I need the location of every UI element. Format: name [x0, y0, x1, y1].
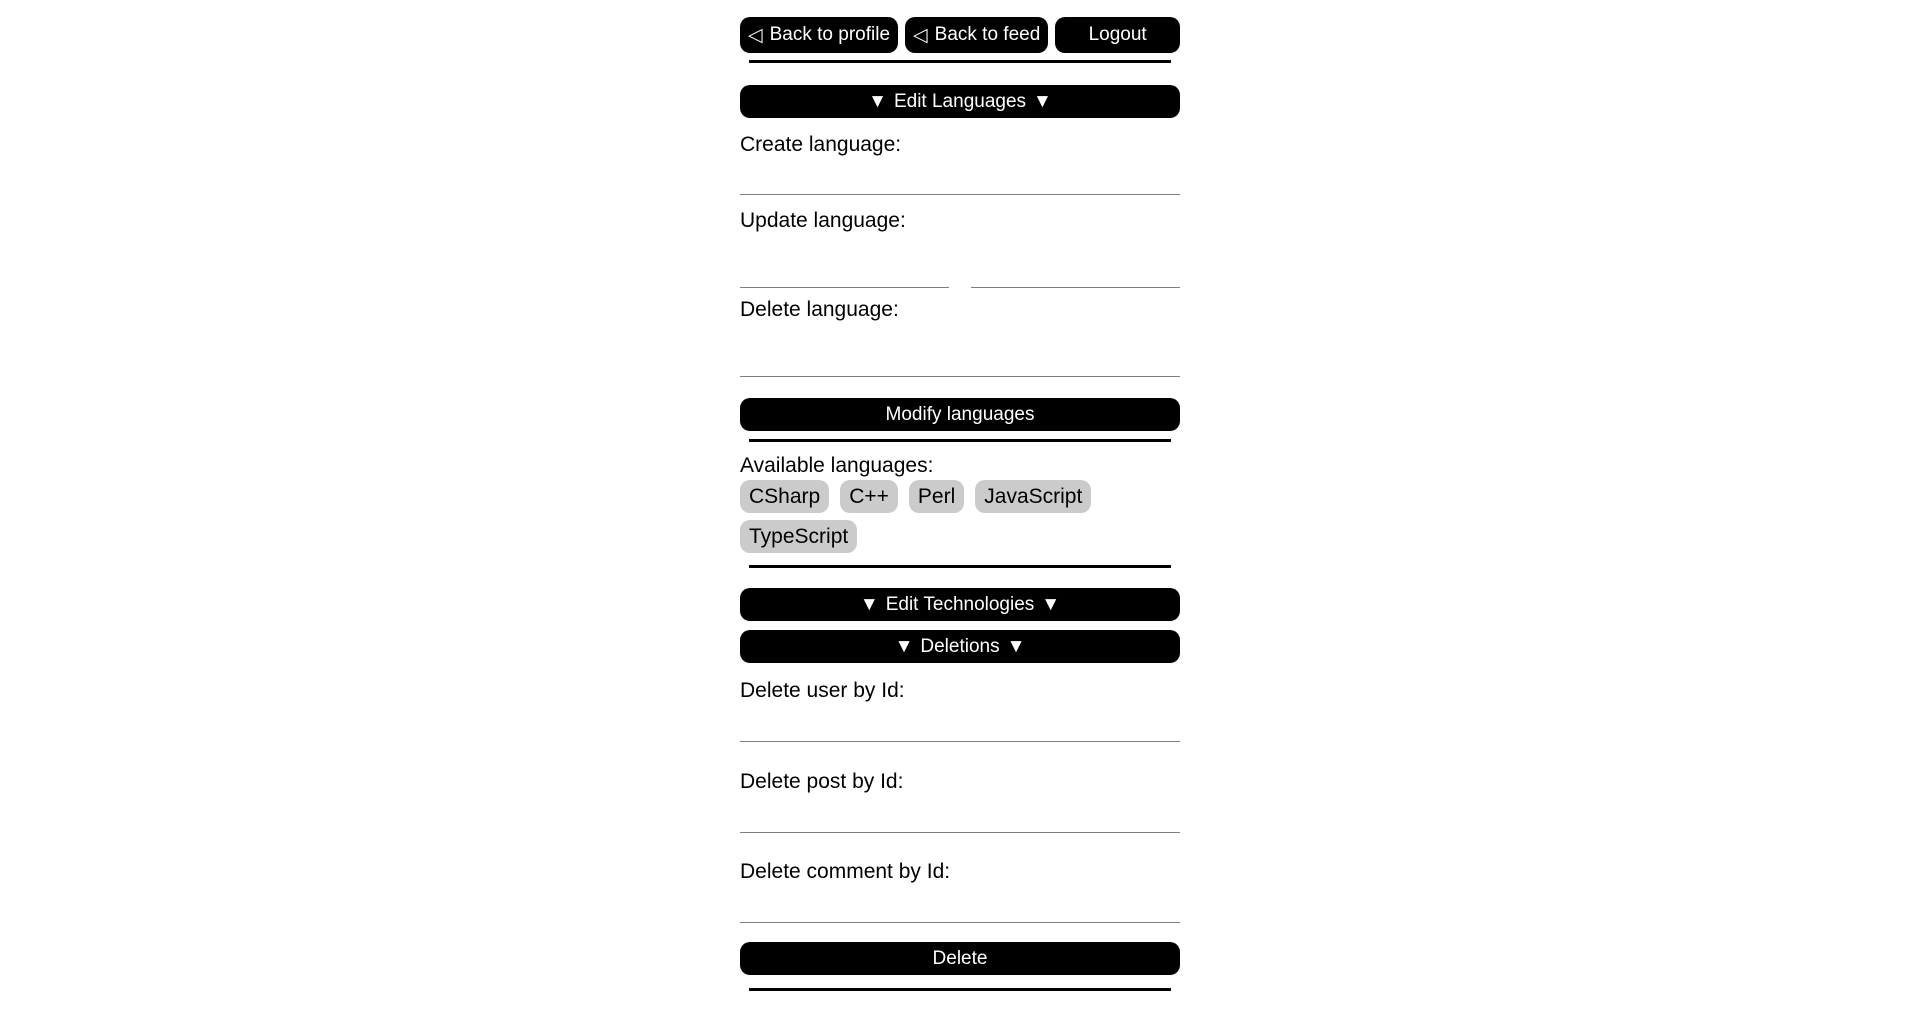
- language-tag: C++: [840, 480, 898, 513]
- triangle-down-icon: ▼: [894, 635, 914, 657]
- delete-user-label: Delete user by Id:: [740, 679, 905, 702]
- update-language-label: Update language:: [740, 209, 906, 232]
- create-language-label: Create language:: [740, 133, 902, 156]
- delete-post-label: Delete post by Id:: [740, 770, 904, 793]
- back-to-feed-label: Back to feed: [934, 24, 1041, 45]
- update-language-old-input[interactable]: [740, 233, 949, 288]
- edit-technologies-toggle[interactable]: [740, 588, 1180, 621]
- language-tag: JavaScript: [975, 480, 1091, 513]
- section-divider: [749, 439, 1171, 442]
- language-tag: TypeScript: [740, 520, 857, 553]
- language-tag: CSharp: [740, 480, 829, 513]
- update-language-row: [740, 233, 1180, 288]
- triangle-down-icon: ▼: [1033, 90, 1052, 112]
- admin-panel-column: [740, 0, 1180, 991]
- edit-languages-toggle[interactable]: [740, 85, 1180, 118]
- triangle-down-icon: ▼: [859, 593, 879, 615]
- delete-comment-input[interactable]: [740, 884, 1180, 923]
- triangle-down-icon: ▼: [1041, 593, 1061, 615]
- section-divider: [749, 565, 1171, 568]
- back-to-profile-label: Back to profile: [769, 24, 891, 45]
- section-divider: [749, 988, 1171, 991]
- language-tag: Perl: [909, 480, 964, 513]
- triangle-down-icon: ▼: [1006, 635, 1026, 657]
- delete-language-input[interactable]: [740, 322, 1180, 377]
- delete-post-input[interactable]: [740, 794, 1180, 833]
- create-language-input[interactable]: [740, 157, 1180, 195]
- logout-label: Logout: [1088, 24, 1147, 45]
- edit-languages-label: Edit Languages: [893, 90, 1027, 112]
- delete-button[interactable]: [740, 942, 1180, 975]
- triangle-down-icon: ▼: [868, 90, 887, 112]
- triangle-left-icon: ◁: [913, 24, 928, 46]
- deletions-toggle[interactable]: [740, 630, 1180, 663]
- available-languages-list: [740, 480, 1180, 553]
- delete-user-input[interactable]: [740, 703, 1180, 742]
- delete-comment-label: Delete comment by Id:: [740, 860, 951, 883]
- back-to-profile-button[interactable]: [740, 17, 898, 53]
- section-divider: [749, 60, 1171, 63]
- top-navigation-bar: [740, 17, 1180, 53]
- modify-languages-label: Modify languages: [885, 403, 1035, 425]
- update-language-new-input[interactable]: [971, 233, 1180, 288]
- logout-button[interactable]: [1055, 17, 1180, 53]
- available-languages-label: Available languages:: [740, 454, 934, 477]
- modify-languages-button[interactable]: [740, 398, 1180, 431]
- back-to-feed-button[interactable]: [905, 17, 1048, 53]
- deletions-label: Deletions: [920, 635, 1000, 657]
- delete-button-label: Delete: [932, 947, 988, 969]
- triangle-left-icon: ◁: [748, 24, 763, 46]
- edit-technologies-label: Edit Technologies: [885, 593, 1035, 615]
- delete-language-label: Delete language:: [740, 298, 899, 321]
